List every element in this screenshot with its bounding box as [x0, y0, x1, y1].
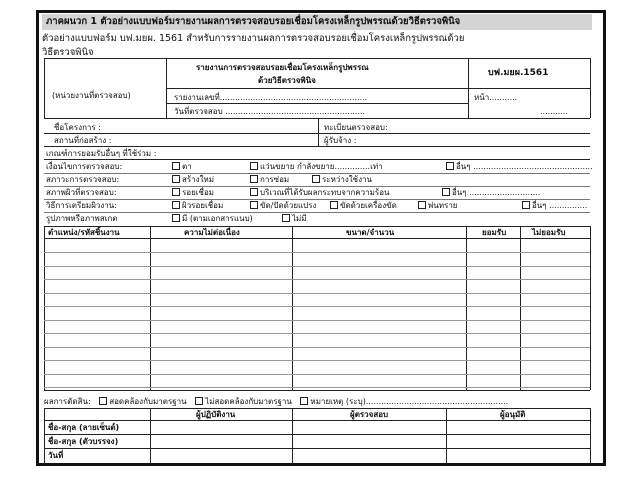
checkbox[interactable]	[250, 175, 258, 183]
check-option-label: บริเวณที่ได้รับผลกระทบจากความร้อน	[260, 188, 390, 197]
check-option[interactable]	[166, 161, 192, 172]
check-row-label: เงื่อนไขการตรวจสอบ:	[46, 162, 123, 171]
check-option[interactable]	[166, 187, 214, 198]
check-option-label: ตา	[182, 162, 192, 171]
check-option-label: ขัด/ปัดด้วยแปรง	[260, 201, 317, 210]
check-option-label: การซ่อม	[260, 175, 290, 184]
registration-label: ทะเบียนตรวจสอบ:	[324, 123, 388, 132]
check-option-label: ขัดด้วยเครื่องขัด	[340, 201, 397, 210]
form-title-2: ด้วยวิธีตรวจพินิจ	[258, 76, 316, 85]
check-row-label: สภาพผิวที่ตรวจสอบ:	[46, 188, 117, 197]
intro-line-2: วิธีตรวจพินิจ	[42, 47, 94, 58]
table-row	[44, 279, 590, 280]
site-label: สถานที่ก่อสร้าง :	[54, 136, 112, 145]
check-option-label: อื่นๆ ............................	[452, 188, 541, 197]
table-row	[44, 387, 590, 388]
result-opt-remark: หมายเหตุ (ระบุ)........................................................	[310, 397, 509, 406]
check-option[interactable]	[244, 200, 316, 211]
checkbox[interactable]	[522, 201, 530, 209]
sign-col-approver: ผู้อนุมัติ	[500, 410, 526, 419]
inspection-date-field: วันที่ตรวจสอบ .......................................................	[174, 107, 366, 116]
table-row	[44, 347, 590, 348]
page-dots: ...........	[540, 107, 568, 116]
check-option[interactable]	[166, 174, 214, 185]
check-option-label: พ่นทราย	[428, 201, 458, 210]
table-row	[44, 306, 590, 307]
check-option-label: ไม่มี	[292, 214, 307, 223]
check-option[interactable]	[440, 161, 593, 172]
contractor-label: ผู้รับจ้าง :	[324, 136, 357, 145]
result-opt-comply: สอดคล้องกับมาตรฐาน	[109, 397, 187, 406]
report-number-field: รายงานเลขที่..........................................................	[174, 93, 368, 102]
form-code: บฟ.มยผ.1561	[488, 68, 549, 78]
table-row	[44, 266, 590, 267]
check-option[interactable]	[244, 174, 289, 185]
check-option-label: อื่นๆ ...............	[532, 201, 588, 210]
checkbox[interactable]	[172, 201, 180, 209]
table-row	[44, 333, 590, 334]
checkbox[interactable]	[330, 201, 338, 209]
result-checkbox-noncomply[interactable]	[195, 397, 203, 405]
intro-text	[42, 32, 590, 60]
check-row-label: สภาวะการตรวจสอบ:	[46, 175, 120, 184]
checkbox[interactable]	[172, 162, 180, 170]
check-option[interactable]	[166, 200, 223, 211]
col-accept: ยอมรับ	[482, 228, 507, 237]
checkbox[interactable]	[442, 188, 450, 196]
check-option-label: สร้างใหม่	[182, 175, 215, 184]
check-option-label: รอยเชื่อม	[182, 188, 215, 197]
check-option[interactable]	[436, 187, 540, 198]
sign-row-printed-name: ชื่อ-สกุล (ตัวบรรจง)	[48, 437, 119, 446]
check-option[interactable]	[324, 200, 397, 211]
annex-title: ภาคผนวก 1 ตัวอย่างแบบฟอร์มรายงานผลการตรวจสอบรอยเชื่อมโครงเหล็กรูปพรรณด้วยวิธีตรวจพินิจ	[42, 14, 592, 30]
table-row	[44, 252, 590, 253]
sign-row-date: วันที่	[48, 451, 64, 460]
check-option[interactable]	[244, 161, 383, 172]
form-title-1: รายงานการตรวจสอบรอยเชื่อมโครงเหล็กรูปพรรณ	[196, 63, 369, 72]
check-option[interactable]	[166, 213, 253, 224]
result-label: ผลการตัดสิน:	[44, 397, 91, 406]
col-location: ตำแหน่ง/รหัสชิ้นงาน	[48, 228, 120, 237]
check-row-label: วิธีการเตรียมผิวงาน:	[46, 201, 117, 210]
check-option[interactable]	[276, 213, 307, 224]
checkbox[interactable]	[282, 214, 290, 222]
checkbox[interactable]	[172, 175, 180, 183]
check-option[interactable]	[244, 187, 389, 198]
result-checkbox-comply[interactable]	[99, 397, 107, 405]
col-discontinuity: ความไม่ต่อเนื่อง	[184, 228, 240, 237]
result-opt-noncomply: ไม่สอดคล้องกับมาตรฐาน	[205, 397, 292, 406]
result-row	[44, 396, 508, 407]
intro-line-1: ตัวอย่างแบบฟอร์ม บฟ.มยผ. 1561 สำหรับการรายงานผลการตรวจสอบรอยเชื่อมโครงเหล็กรูปพรรณด้วย	[42, 33, 465, 44]
check-option-label: ผิวรอยเชื่อม	[182, 201, 224, 210]
check-option[interactable]	[516, 200, 587, 211]
checkbox[interactable]	[446, 162, 454, 170]
sign-row-signature: ชื่อ-สกุล (ลายเซ็นต์)	[48, 423, 120, 432]
checkbox[interactable]	[250, 188, 258, 196]
criteria-label: เกณฑ์การยอมรับอื่นๆ ที่ใช้ร่วม :	[46, 149, 157, 158]
checkbox[interactable]	[312, 175, 320, 183]
checkbox[interactable]	[250, 201, 258, 209]
check-option-label: แว่นขยาย กำลังขยาย..............เท่า	[260, 162, 383, 171]
result-checkbox-remark[interactable]	[300, 397, 308, 405]
check-option[interactable]	[306, 174, 372, 185]
check-row-label: รูปภาพหรือภาพสเกต	[46, 214, 118, 223]
check-option-label: มี (ตามเอกสารแนบ)	[182, 214, 253, 223]
sign-col-operator: ผู้ปฏิบัติงาน	[196, 410, 236, 419]
check-option-label: อื่นๆ ...............................................	[456, 162, 593, 171]
checkbox[interactable]	[418, 201, 426, 209]
table-row	[44, 293, 590, 294]
check-option-label: ระหว่างใช้งาน	[322, 175, 372, 184]
checkbox[interactable]	[172, 214, 180, 222]
check-option[interactable]	[412, 200, 458, 211]
project-label: ชื่อโครงการ :	[54, 123, 101, 132]
checkbox[interactable]	[172, 188, 180, 196]
col-size-count: ขนาด/จำนวน	[346, 228, 395, 237]
checkbox[interactable]	[250, 162, 258, 170]
table-row	[44, 360, 590, 361]
sign-col-inspector: ผู้ตรวจสอบ	[350, 410, 389, 419]
table-row	[44, 320, 590, 321]
page-number-field: หน้า...........	[474, 93, 518, 102]
col-reject: ไม่ยอมรับ	[532, 228, 566, 237]
agency-label: (หน่วยงานที่ตรวจสอบ)	[52, 91, 131, 100]
table-row	[44, 374, 590, 375]
